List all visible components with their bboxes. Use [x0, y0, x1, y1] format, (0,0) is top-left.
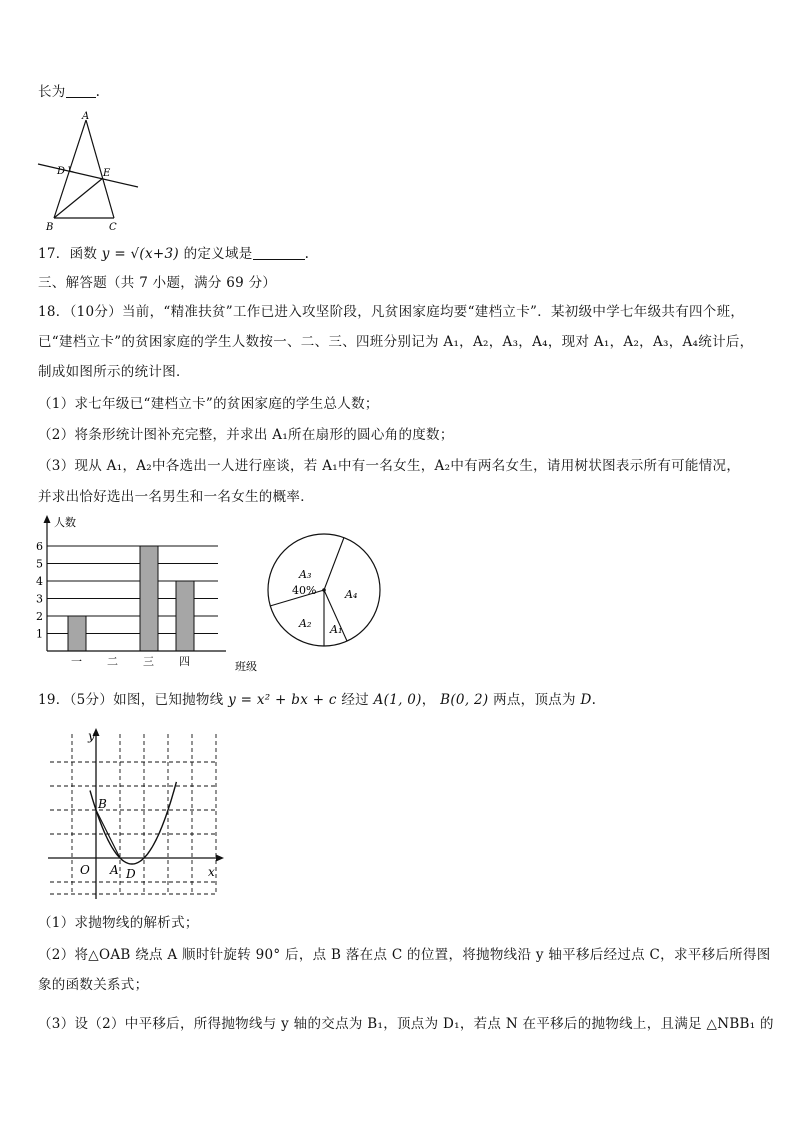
- x-axis-arrow: [216, 855, 224, 862]
- pie-label-percent: 40%: [292, 584, 317, 597]
- pie-label-A2: A₂: [299, 617, 312, 630]
- label-A: A: [82, 111, 90, 122]
- x-tick-四: 四: [179, 655, 190, 668]
- q16-tail: [38, 82, 100, 102]
- section-title: 三、解答题（共 7 小题，满分 69 分）: [38, 275, 277, 291]
- q16-triangle-figure: [36, 108, 146, 232]
- q19-point-a: A(1, 0): [373, 692, 422, 708]
- right-angle-mark: [69, 166, 74, 172]
- bar-chart: [30, 512, 270, 678]
- q19-sub2a: （2）将△OAB 绕点 A 顺时针旋转 90° 后，点 B 落在点 C 的位置，将抛物线沿 y 轴平移后经过点 C，求平移后所得图: [38, 947, 771, 963]
- q16-period: .: [95, 84, 101, 100]
- pie-chart: [262, 520, 390, 658]
- label-B: B: [98, 797, 107, 811]
- q19-stem: 19．（5分）如图，已知抛物线 y = x² + bx + c 经过 A(1, 0)， B(0, 2) 两点，顶点为 D.: [38, 692, 597, 708]
- y-tick-2: 2: [36, 610, 43, 623]
- label-x: x: [208, 865, 215, 879]
- label-E: E: [103, 168, 111, 179]
- x-tick-一: 一: [71, 655, 82, 668]
- q19-point-b: B(0, 2): [440, 692, 489, 708]
- q18-line2: 已“建档立卡”的贫困家庭的学生人数按一、二、三、四班分别记为 A₁，A₂，A₃，A₄，现对 A₁，A₂，A₃，A₄统计后，: [38, 334, 754, 350]
- perpendicular-line: [38, 164, 138, 187]
- bar-一: [68, 616, 86, 651]
- pie-label-A1: A₁: [330, 623, 343, 636]
- pie-label-A4: A₄: [345, 588, 358, 601]
- parabola-figure: [40, 724, 230, 904]
- label-O: O: [80, 863, 90, 877]
- q19-sub3: （3）设（2）中平移后，所得抛物线与 y 轴的交点为 B₁，顶点为 D₁，若点 N 在平移后的抛物线上，且满足 △NBB₁ 的: [38, 1016, 774, 1032]
- answer-blank: [66, 83, 96, 98]
- q19-vertex: D: [580, 692, 592, 708]
- q19-sub2b: 象的函数关系式；: [38, 977, 149, 993]
- y-tick-5: 5: [36, 557, 43, 571]
- label-A: A: [110, 863, 119, 877]
- answer-blank: [253, 245, 305, 260]
- q16-tail-text: 长为: [38, 84, 66, 100]
- q17-text-b: 的定义域是: [183, 246, 253, 262]
- x-tick-二: 二: [107, 655, 118, 668]
- q17-number: 17．: [38, 246, 70, 262]
- label-D: D: [126, 867, 136, 881]
- label-C: C: [109, 222, 117, 232]
- bar-四: [176, 581, 194, 651]
- q18-sub1: （1）求七年级已“建档立卡”的贫困家庭的学生总人数；: [38, 396, 379, 412]
- q19-text-b: 经过: [341, 692, 369, 708]
- pie-label-A3: A₃: [299, 568, 312, 581]
- q17: [38, 244, 309, 264]
- q18-sub3b: 并求出恰好选出一名男生和一名女生的概率．: [38, 489, 314, 505]
- bar-三: [140, 546, 158, 651]
- q19-sub1: （1）求抛物线的解析式；: [38, 915, 199, 931]
- x-axis-label: 班级: [235, 660, 257, 673]
- q19-period: .: [591, 692, 597, 708]
- x-tick-三: 三: [143, 655, 154, 668]
- q19-text-c: 两点，顶点为: [493, 692, 576, 708]
- y-tick-1: 1: [36, 627, 43, 641]
- q17-formula: y = √(x+3): [101, 246, 179, 262]
- pie-center: [322, 588, 326, 592]
- q18-sub3a: （3）现从 A₁，A₂中各选出一人进行座谈，若 A₁中有一名女生，A₂中有两名女生，请用树状图表示所有可能情况，: [38, 458, 741, 474]
- y-tick-4: 4: [36, 575, 43, 588]
- label-D: D: [57, 166, 66, 177]
- label-B: B: [46, 222, 54, 232]
- y-tick-3: 3: [36, 592, 43, 606]
- y-axis-arrow: [44, 515, 51, 523]
- y-axis-label: 人数: [54, 516, 76, 529]
- segment-BE: [54, 178, 103, 218]
- q18-line3: 制成如图所示的统计图．: [38, 364, 190, 380]
- q17-period: .: [304, 246, 310, 262]
- q17-text-a: 函数: [69, 246, 98, 262]
- q19-formula: y = x² + bx + c: [228, 692, 337, 708]
- q19-text-a: 19．（5分）如图，已知抛物线: [38, 692, 224, 708]
- y-tick-6: 6: [36, 540, 43, 553]
- q18-line1: 18．（10分）当前，“精准扶贫”工作已进入攻坚阶段，凡贫困家庭均要“建档立卡”．某初级中学七年级共有四个班，: [38, 304, 745, 320]
- q18-sub2: （2）将条形统计图补充完整，并求出 A₁所在扇形的圆心角的度数；: [38, 427, 454, 443]
- label-y: y: [88, 729, 95, 743]
